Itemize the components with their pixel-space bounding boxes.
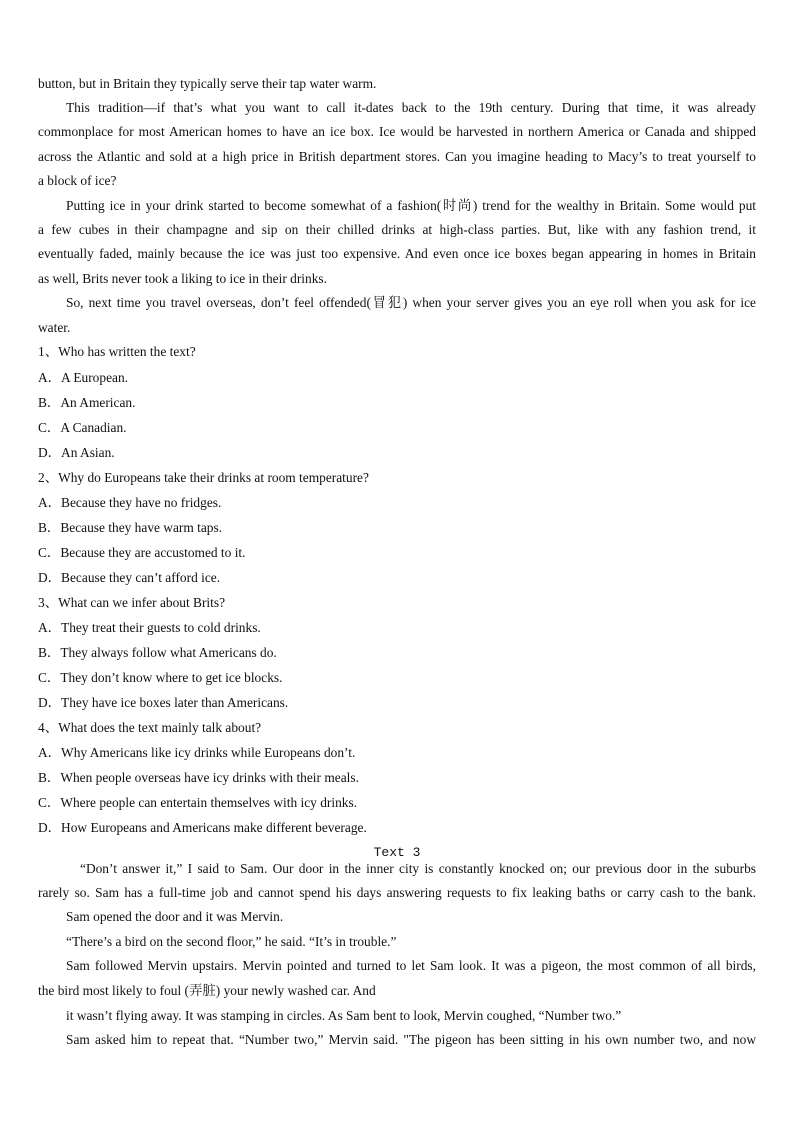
option: D．Because they can’t afford ice. xyxy=(38,570,221,585)
passage-line: button, but in Britain they typically serve their tap water warm. xyxy=(38,76,377,91)
question-1: 1、Who has written the text? xyxy=(38,344,196,359)
option: D．They have ice boxes later than Americans. xyxy=(38,695,289,710)
text3-line: rarely so. Sam has a full-time job and cannot spend his days answering requests to fix leaking baths or carry cash to the bank. xyxy=(38,885,756,900)
text3-line: the bird most likely to foul (弄脏) your newly washed car. And xyxy=(38,983,376,998)
option: C．They don’t know where to get ice blocks. xyxy=(38,670,283,685)
section-heading: Text 3 xyxy=(373,845,421,860)
passage-line: commonplace for most American homes to have an ice box. Ice would be harvested in northern America or Canada and shipped xyxy=(38,124,756,139)
option: A．Why Americans like icy drinks while Europeans don’t. xyxy=(38,745,356,760)
text3-line: “Don’t answer it,” I said to Sam. Our door in the inner city is constantly knocked on; our previous door in the suburbs xyxy=(80,861,756,876)
text3-line: Sam followed Mervin upstairs. Mervin pointed and turned to let Sam look. It was a pigeon, the most common of all birds, xyxy=(66,958,756,973)
passage-line: So, next time you travel overseas, don’t feel offended(冒犯) when your server gives you an eye roll when you ask for ice xyxy=(66,295,756,310)
option: A．They treat their guests to cold drinks. xyxy=(38,620,261,635)
option: B．They always follow what Americans do. xyxy=(38,645,277,660)
passage-line: a few cubes in their champagne and sip on their chilled drinks at high-class parties. But, like with any fashion trend, it xyxy=(38,222,756,237)
text3-line: Sam opened the door and it was Mervin. xyxy=(66,909,284,924)
text3-line: Sam asked him to repeat that. “Number two,” Mervin said. "The pigeon has been sitting in his own number two, and now xyxy=(66,1032,756,1047)
passage-line: across the Atlantic and sold at a high price in British department stores. Can you imagine heading to Macy’s to treat yourself to xyxy=(38,149,756,164)
question-3: 3、What can we infer about Brits? xyxy=(38,595,226,610)
passage-line: Putting ice in your drink started to become somewhat of a fashion(时尚) trend for the wealthy in Britain. Some would put xyxy=(66,198,756,213)
option: C．Where people can entertain themselves with icy drinks. xyxy=(38,795,358,810)
option: C．Because they are accustomed to it. xyxy=(38,545,246,560)
passage-line: eventually faded, mainly because the ice was just too expensive. And even once ice boxes began appearing in homes in Britain xyxy=(38,246,756,261)
option: A．A European. xyxy=(38,370,128,385)
text3-line: “There’s a bird on the second floor,” he said. “It’s in trouble.” xyxy=(66,934,397,949)
option: C．A Canadian. xyxy=(38,420,127,435)
option: D．How Europeans and Americans make different beverage. xyxy=(38,820,367,835)
option: B．An American. xyxy=(38,395,136,410)
question-4: 4、What does the text mainly talk about? xyxy=(38,720,262,735)
passage-line: water. xyxy=(38,320,71,335)
passage-line: a block of ice? xyxy=(38,173,117,188)
text3-line: it wasn’t flying away. It was stamping in circles. As Sam bent to look, Mervin coughed, “Number two.” xyxy=(66,1008,622,1023)
option: B．When people overseas have icy drinks with their meals. xyxy=(38,770,359,785)
passage-line: This tradition—if that’s what you want to call it-dates back to the 19th century. During that time, it was already xyxy=(66,100,756,115)
option: B．Because they have warm taps. xyxy=(38,520,223,535)
question-2: 2、Why do Europeans take their drinks at room temperature? xyxy=(38,470,369,485)
option: A．Because they have no fridges. xyxy=(38,495,222,510)
passage-line: as well, Brits never took a liking to ice in their drinks. xyxy=(38,271,327,286)
option: D．An Asian. xyxy=(38,445,115,460)
